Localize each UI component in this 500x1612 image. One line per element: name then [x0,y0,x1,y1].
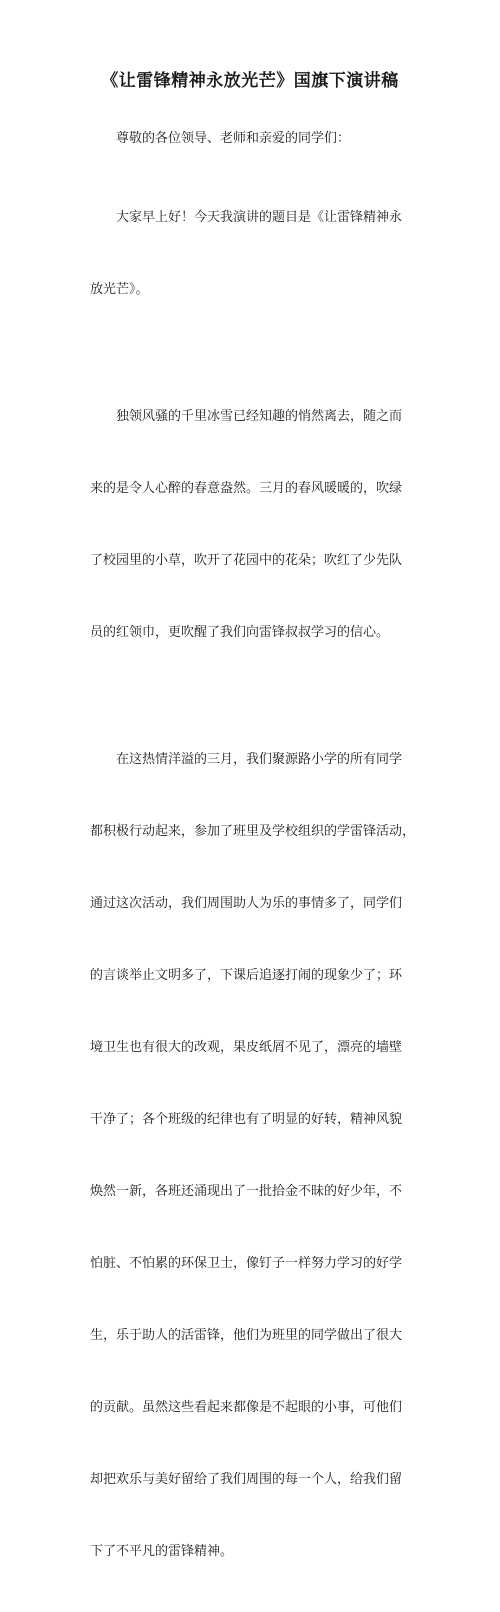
paragraph-line: 境卫生也有很大的改观，果皮纸屑不见了，漂亮的墙壁 [90,1040,403,1055]
paragraph-line: 都积极行动起来，参加了班里及学校组织的学雷锋活动， [90,824,416,839]
paragraph-line: 怕脏、不怕累的环保卫士，像钉子一样努力学习的好学 [90,1256,403,1271]
paragraph-1 [90,158,421,350]
paragraph-line: 来的是令人心醉的春意盎然。三月的春风暖暖的，吹绿 [90,481,403,496]
paragraph-line: 的言谈举止文明多了，下课后追逐打闹的现象少了；环 [90,968,403,983]
document-title: 《让雷锋精神永放光芒》国旗下演讲稿 [101,71,399,91]
paragraph-line: 生，乐于助人的活雷锋，他们为班里的同学做出了很大 [90,1328,403,1343]
paragraph-line: 员的红领巾，更吹醒了我们向雷锋叔叔学习的信心。 [90,625,390,640]
paragraph-line: 的贡献。虽然这些看起来都像是不起眼的小事，可他们 [90,1400,403,1415]
paragraph-line: 了校园里的小草，吹开了花园中的花朵；吹红了少先队 [90,553,403,568]
paragraph-3 [90,700,421,1612]
paragraph-line: 焕然一新，各班还涌现出了一批拾金不昧的好少年，不 [90,1184,403,1199]
paragraph-line: 在这热情洋溢的三月，我们聚源路小学的所有同学 [116,752,403,767]
paragraph-line: 干净了；各个班级的纪律也有了明显的好转，精神风貌 [90,1112,403,1127]
paragraph-line: 大家早上好！今天我演讲的题目是《让雷锋精神永 [116,210,403,225]
salutation: 尊敬的各位领导、老师和亲爱的同学们： [116,131,351,146]
document-body [90,127,421,1612]
paragraph-line: 独领风骚的千里冰雪已经知趣的悄然离去，随之而 [116,409,403,424]
paragraph-2 [90,357,421,693]
paragraph-line: 却把欢乐与美好留给了我们周围的每一个人，给我们留 [90,1472,403,1487]
paragraph-line: 放光芒》。 [90,282,149,297]
paragraph-line: 通过这次活动，我们周围助人为乐的事情多了，同学们 [90,896,403,911]
paragraph-line: 下了不平凡的雷锋精神。 [90,1544,234,1559]
